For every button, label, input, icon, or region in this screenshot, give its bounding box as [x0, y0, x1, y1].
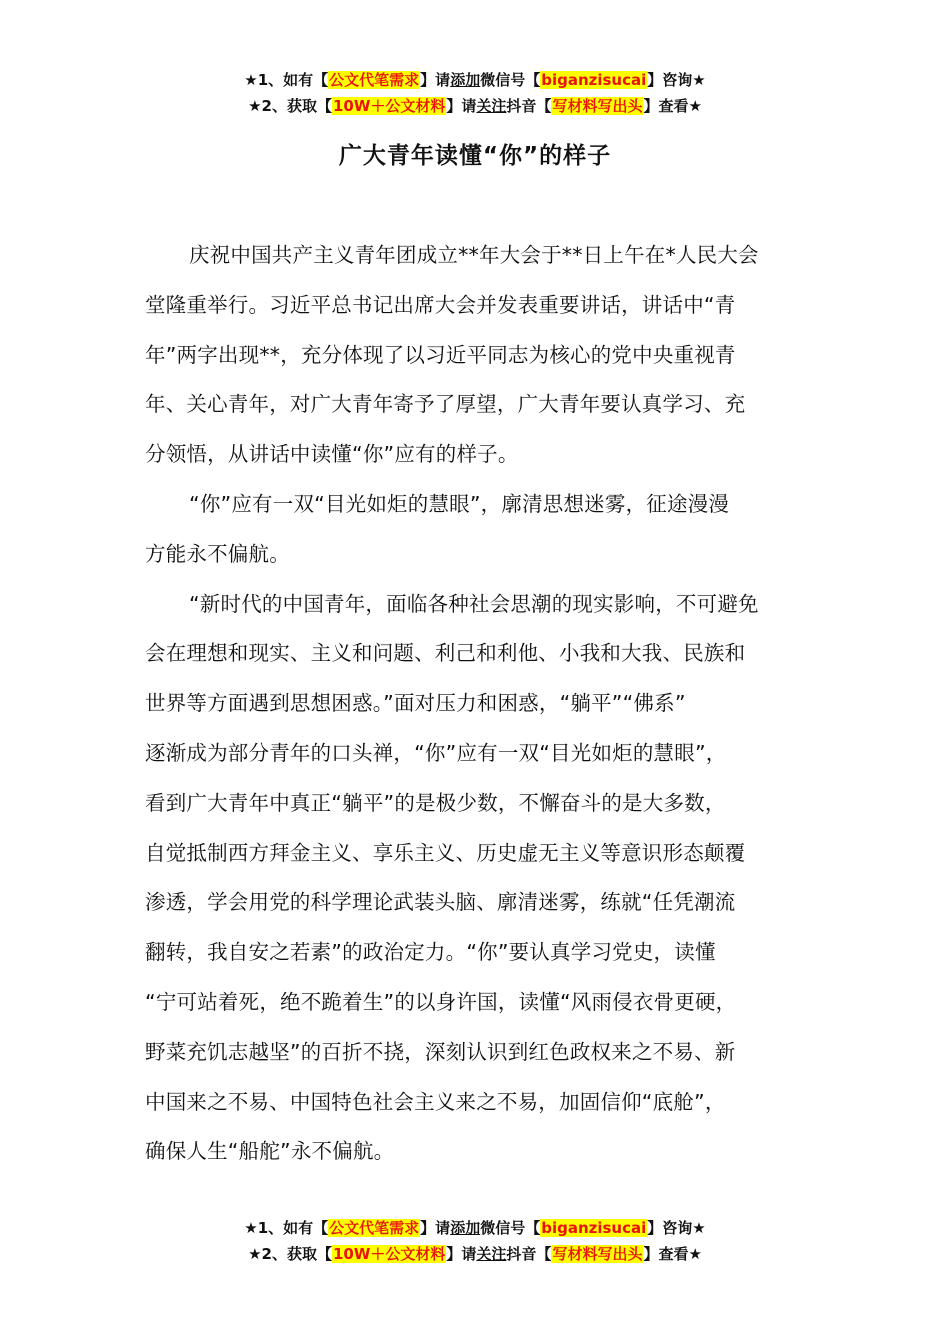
promo-banner-top [0, 67, 950, 119]
text-line: 分领悟，从讲话中读懂“你”应有的样子。 [145, 442, 519, 467]
promo-text: 微信号【 [480, 1219, 541, 1237]
text-line: “新时代的中国青年，面临各种社会思潮的现实影响，不可避免 [189, 591, 759, 616]
promo-highlight: 写材料写出头 [552, 97, 643, 115]
promo-line-2 [0, 1241, 950, 1267]
text-line: 逐渐成为部分青年的口头禅，“你”应有一双“目光如炬的慧眼”， [145, 740, 727, 765]
document-title: 广大青年读懂“你”的样子 [338, 143, 612, 169]
text-line: 会在理想和现实、主义和问题、利己和利他、小我和大我、民族和 [145, 641, 746, 666]
promo-highlight: 10W＋公文材料 [332, 1245, 446, 1263]
promo-text: 】咨询★ [647, 1219, 706, 1237]
promo-underline: 添加 [450, 1219, 481, 1237]
promo-text: 】请 [420, 71, 451, 89]
promo-text: 】请 [446, 1245, 477, 1263]
document-body [145, 231, 835, 1177]
promo-text: ★2、获取【 [248, 1245, 332, 1263]
promo-text: 】请 [420, 1219, 451, 1237]
text-line: “宁可站着死，绝不跪着生”的以身许国，读懂“风雨侵衣骨更硬， [145, 989, 737, 1014]
promo-line-1 [0, 1215, 950, 1241]
text-line: 堂隆重举行。习近平总书记出席大会并发表重要讲话，讲话中“青 [145, 292, 736, 317]
text-line: 方能永不偏航。 [145, 541, 290, 566]
promo-line-2 [0, 93, 950, 119]
text-line: 看到广大青年中真正“躺平”的是极少数，不懈奋斗的是大多数， [145, 790, 726, 815]
text-line: “你”应有一双“目光如炬的慧眼”，廓清思想迷雾，征途漫漫 [189, 491, 730, 516]
promo-text: ★1、如有【 [244, 71, 329, 89]
text-line: 确保人生“船舵”永不偏航。 [145, 1139, 395, 1164]
text-line: 庆祝中国共产主义青年团成立**年大会于**日上午在*人民大会 [189, 243, 759, 267]
promo-text: 微信号【 [480, 71, 541, 89]
promo-highlight: 公文代笔需求 [329, 71, 420, 89]
text-line: 自觉抵制西方拜金主义、享乐主义、历史虚无主义等意识形态颠覆 [145, 840, 746, 865]
promo-underline: 关注 [476, 1245, 507, 1263]
promo-text: 】咨询★ [647, 71, 706, 89]
promo-banner-bottom [0, 1215, 950, 1267]
promo-underline: 关注 [476, 97, 507, 115]
promo-text: ★1、如有【 [244, 1219, 329, 1237]
promo-text: 】查看★ [643, 97, 702, 115]
promo-highlight: 公文代笔需求 [329, 1219, 420, 1237]
promo-text: ★2、获取【 [248, 97, 332, 115]
promo-highlight: 写材料写出头 [552, 1245, 643, 1263]
text-line: 年、关心青年，对广大青年寄予了厚望，广大青年要认真学习、充 [145, 392, 746, 417]
promo-text: 】请 [446, 97, 477, 115]
promo-text: 抖音【 [506, 1245, 552, 1263]
promo-text: 抖音【 [506, 97, 552, 115]
promo-text: 】查看★ [643, 1245, 702, 1263]
promo-highlight: biganzisucai [541, 1219, 647, 1237]
text-line: 世界等方面遇到思想困惑。”面对压力和困惑，“躺平”“佛系” [145, 691, 686, 716]
text-line: 翻转，我自安之若素”的政治定力。“你”要认真学习党史，读懂 [145, 940, 716, 965]
promo-highlight: 10W＋公文材料 [332, 97, 446, 115]
promo-highlight: biganzisucai [541, 71, 647, 89]
promo-underline: 添加 [450, 71, 481, 89]
text-line: 野菜充饥志越坚”的百折不挠，深刻认识到红色政权来之不易、新 [145, 1039, 736, 1064]
text-line: 中国来之不易、中国特色社会主义来之不易，加固信仰“底舱”， [145, 1089, 726, 1114]
promo-line-1 [0, 67, 950, 93]
text-line: 年”两字出现**，充分体现了以习近平同志为核心的党中央重视青 [145, 342, 736, 367]
text-line: 渗透，学会用党的科学理论武装头脑、廓清迷雾，练就“任凭潮流 [145, 890, 736, 915]
